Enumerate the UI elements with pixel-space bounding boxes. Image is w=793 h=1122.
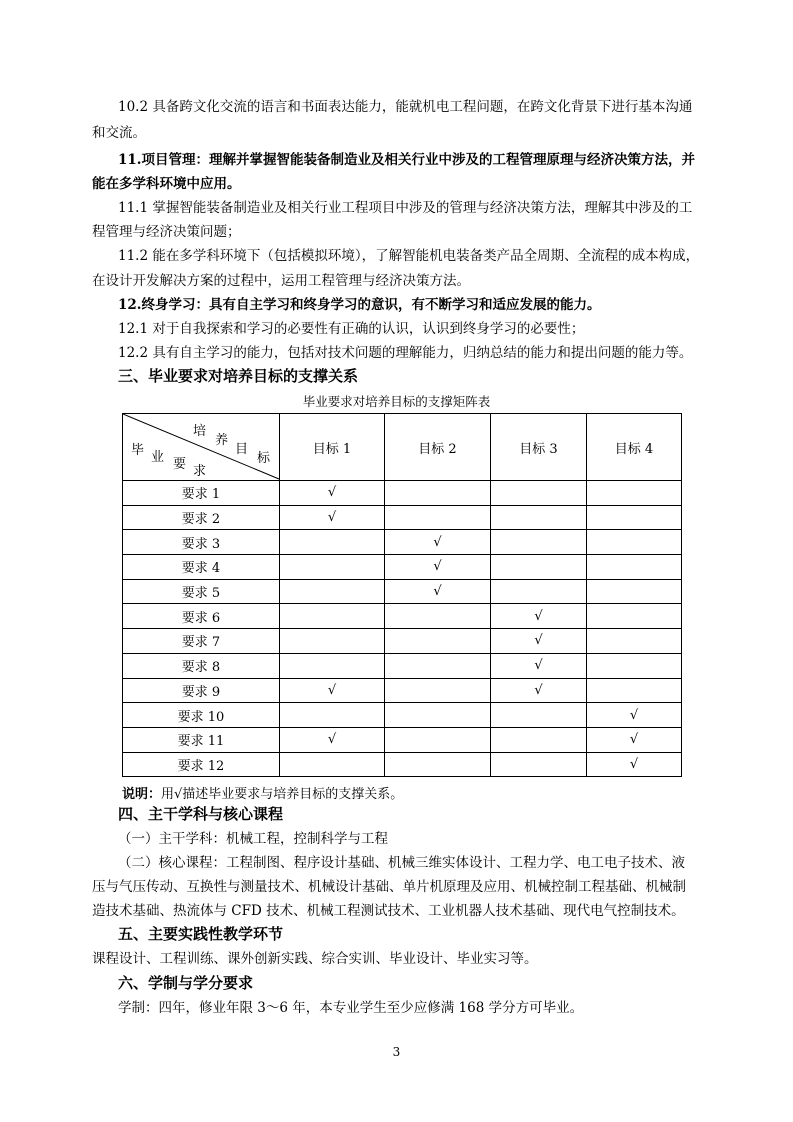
check-mark-cell: √ <box>280 481 385 506</box>
check-mark-cell: √ <box>587 727 682 752</box>
row-label: 要求 2 <box>123 505 280 530</box>
section-4-line1: （一）主干学科：机械工程，控制科学与工程 <box>118 831 388 847</box>
table-row <box>123 481 682 506</box>
paragraph-10-2-line1: 10.2 具备跨文化交流的语言和书面表达能力，能就机电工程问题，在跨文化背景下进行基本沟通 <box>118 99 693 115</box>
empty-cell <box>587 579 682 604</box>
column-header-goal-1: 目标 1 <box>280 414 385 481</box>
table-row <box>123 629 682 654</box>
table-row <box>123 752 682 777</box>
paragraph-12-2: 12.2 具有自主学习的能力，包括对技术问题的理解能力，归纳总结的能力和提出问题的能力等。 <box>118 345 693 361</box>
corner-label-top: 目 <box>235 442 249 457</box>
empty-cell <box>280 752 385 777</box>
paragraph-11-1-line1: 11.1 掌握智能装备制造业及相关行业工程项目中涉及的管理与经济决策方法，理解其中涉及的工 <box>118 200 693 216</box>
empty-cell <box>385 653 491 678</box>
empty-cell <box>280 530 385 555</box>
corner-label-bottom: 毕 <box>131 443 145 458</box>
empty-cell <box>491 555 587 580</box>
table-row <box>123 505 682 530</box>
table-row <box>123 727 682 752</box>
row-label: 要求 8 <box>123 653 280 678</box>
check-mark-cell: √ <box>491 678 587 703</box>
note-text: 用√描述毕业要求与培养目标的支撑关系。 <box>161 787 404 802</box>
paragraph-10-2-line2: 和交流。 <box>92 125 146 141</box>
table-header-row <box>123 414 682 481</box>
row-label: 要求 5 <box>123 579 280 604</box>
table-caption: 毕业要求对培养目标的支撑矩阵表 <box>302 394 491 409</box>
row-label: 要求 11 <box>123 727 280 752</box>
paragraph-11-1-line2: 程管理与经济决策问题； <box>92 224 241 240</box>
empty-cell <box>587 629 682 654</box>
empty-cell <box>385 752 491 777</box>
note-label: 说明： <box>122 787 162 802</box>
page-number: 3 <box>392 1045 401 1059</box>
corner-label-top: 养 <box>215 433 229 448</box>
section-4-heading: 四、主干学科与核心课程 <box>118 805 284 823</box>
empty-cell <box>385 604 491 629</box>
empty-cell <box>587 481 682 506</box>
empty-cell <box>587 678 682 703</box>
empty-cell <box>385 678 491 703</box>
empty-cell <box>280 653 385 678</box>
empty-cell <box>587 555 682 580</box>
heading-11-line1: 11.项目管理：理解并掌握智能装备制造业及相关行业中涉及的工程管理原理与经济决策方法，并 <box>118 152 695 168</box>
empty-cell <box>491 505 587 530</box>
row-label: 要求 9 <box>123 678 280 703</box>
empty-cell <box>587 653 682 678</box>
empty-cell <box>491 727 587 752</box>
empty-cell <box>280 629 385 654</box>
empty-cell <box>491 703 587 728</box>
column-header-goal-4: 目标 4 <box>587 414 682 481</box>
check-mark-cell: √ <box>385 530 491 555</box>
paragraph-11-2-line1: 11.2 能在多学科环境下（包括模拟环境），了解智能机电装备类产品全周期、全流程的成本构成， <box>118 248 700 264</box>
row-label: 要求 12 <box>123 752 280 777</box>
empty-cell <box>491 752 587 777</box>
table-row <box>123 653 682 678</box>
paragraph-11-2-line2: 在设计开发解决方案的过程中，运用工程管理与经济决策方法。 <box>92 273 470 289</box>
section-4-core-line3: 造技术基础、热流体与 CFD 技术、机械工程测试技术、工业机器人技术基础、现代电气控制技术。 <box>92 903 685 919</box>
empty-cell <box>385 629 491 654</box>
corner-label-bottom: 求 <box>193 464 207 479</box>
section-6-text: 学制：四年，修业年限 3～6 年，本专业学生至少应修满 168 学分方可毕业。 <box>118 1000 584 1016</box>
paragraph-12-1: 12.1 对于自我探索和学习的必要性有正确的认识，认识到终身学习的必要性； <box>118 321 585 337</box>
row-label: 要求 4 <box>123 555 280 580</box>
check-mark-cell: √ <box>385 579 491 604</box>
check-mark-cell: √ <box>491 629 587 654</box>
empty-cell <box>280 604 385 629</box>
empty-cell <box>385 703 491 728</box>
empty-cell <box>491 579 587 604</box>
empty-cell <box>385 481 491 506</box>
empty-cell <box>587 530 682 555</box>
support-matrix-table <box>122 413 682 777</box>
table-row <box>123 604 682 629</box>
check-mark-cell: √ <box>587 752 682 777</box>
table-note <box>122 783 403 802</box>
check-mark-cell: √ <box>587 703 682 728</box>
empty-cell <box>385 505 491 530</box>
empty-cell <box>491 481 587 506</box>
check-mark-cell: √ <box>280 678 385 703</box>
check-mark-cell: √ <box>491 653 587 678</box>
table-row <box>123 530 682 555</box>
column-header-goal-3: 目标 3 <box>491 414 587 481</box>
empty-cell <box>280 579 385 604</box>
empty-cell <box>587 505 682 530</box>
table-corner-cell <box>123 414 280 481</box>
table-row <box>123 703 682 728</box>
corner-label-top: 标 <box>257 451 271 466</box>
check-mark-cell: √ <box>280 727 385 752</box>
empty-cell <box>587 604 682 629</box>
empty-cell <box>280 555 385 580</box>
corner-label-bottom: 业 <box>151 450 165 465</box>
heading-11-line2: 能在多学科环境中应用。 <box>92 176 241 192</box>
row-label: 要求 6 <box>123 604 280 629</box>
table-row <box>123 678 682 703</box>
corner-label-bottom: 要 <box>173 457 187 472</box>
table-row <box>123 555 682 580</box>
corner-label-top: 培 <box>193 424 207 439</box>
heading-12: 12.终身学习：具有自主学习和终身学习的意识，有不断学习和适应发展的能力。 <box>118 297 601 313</box>
section-5-text: 课程设计、工程训练、课外创新实践、综合实训、毕业设计、毕业实习等。 <box>92 951 538 967</box>
table-row <box>123 579 682 604</box>
check-mark-cell: √ <box>280 505 385 530</box>
check-mark-cell: √ <box>385 555 491 580</box>
row-label: 要求 7 <box>123 629 280 654</box>
row-label: 要求 3 <box>123 530 280 555</box>
column-header-goal-2: 目标 2 <box>385 414 491 481</box>
check-mark-cell: √ <box>491 604 587 629</box>
section-6-heading: 六、学制与学分要求 <box>118 974 254 992</box>
section-5-heading: 五、主要实践性教学环节 <box>118 925 284 943</box>
section-4-core-line1: （二）核心课程：工程制图、程序设计基础、机械三维实体设计、工程力学、电工电子技术、液 <box>118 855 685 871</box>
empty-cell <box>385 727 491 752</box>
row-label: 要求 10 <box>123 703 280 728</box>
section-3-heading: 三、毕业要求对培养目标的支撑关系 <box>118 367 359 385</box>
section-4-core-line2: 压与气压传动、互换性与测量技术、机械设计基础、单片机原理及应用、机械控制工程基础、机械制 <box>92 879 686 895</box>
empty-cell <box>491 530 587 555</box>
empty-cell <box>280 703 385 728</box>
row-label: 要求 1 <box>123 481 280 506</box>
